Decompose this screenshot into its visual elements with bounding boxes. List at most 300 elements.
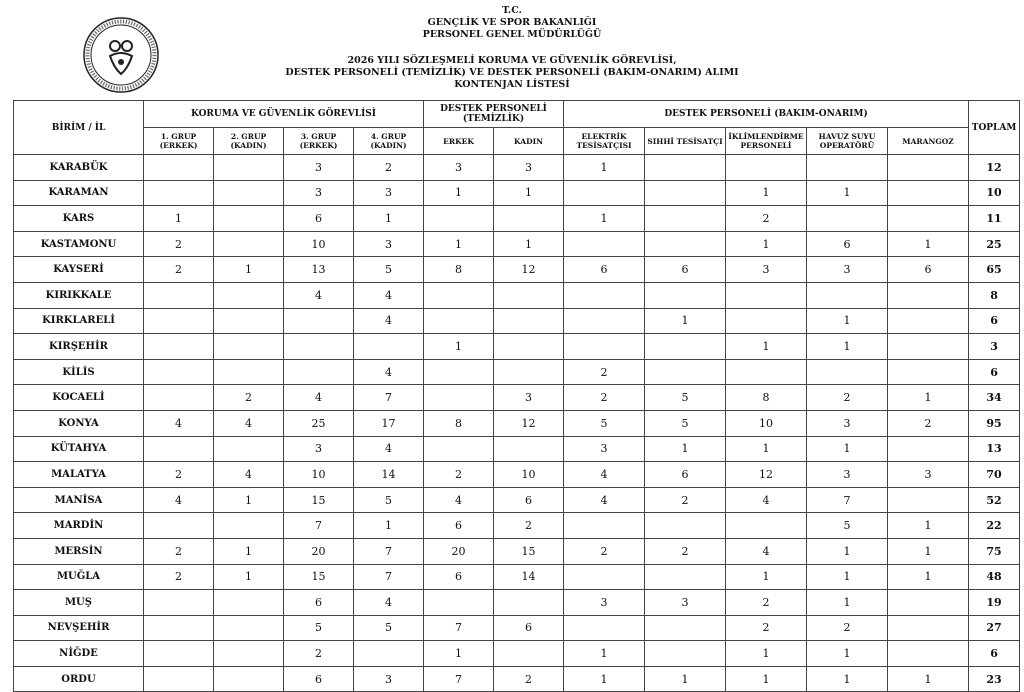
quota-cell: 1 bbox=[726, 231, 807, 257]
quota-cell: 2 bbox=[726, 615, 807, 641]
quota-cell bbox=[214, 436, 284, 462]
quota-cell: 2 bbox=[726, 590, 807, 616]
quota-cell: 2 bbox=[144, 231, 214, 257]
total-cell: 52 bbox=[969, 487, 1020, 513]
quota-cell bbox=[888, 334, 969, 360]
quota-cell: 4 bbox=[284, 385, 354, 411]
quota-cell bbox=[144, 180, 214, 206]
header-line: GENÇLİK VE SPOR BAKANLIĞI bbox=[427, 17, 597, 28]
group-header-temizlik: DESTEK PERSONELİ (TEMİZLİK) bbox=[424, 101, 564, 128]
quota-cell: 1 bbox=[214, 538, 284, 564]
quota-cell: 1 bbox=[214, 257, 284, 283]
quota-cell: 2 bbox=[645, 538, 726, 564]
quota-cell: 4 bbox=[144, 487, 214, 513]
header-line: PERSONEL GENEL MÜDÜRLÜĞÜ bbox=[422, 29, 602, 40]
total-cell: 11 bbox=[969, 206, 1020, 232]
column-header: ELEKTRİK TESİSATÇISI bbox=[564, 128, 645, 155]
table-row bbox=[14, 359, 1020, 385]
table-row bbox=[14, 513, 1020, 539]
quota-cell: 5 bbox=[354, 615, 424, 641]
quota-cell: 2 bbox=[494, 513, 564, 539]
quota-cell: 1 bbox=[807, 538, 888, 564]
province-name: ORDU bbox=[14, 666, 144, 692]
total-cell: 48 bbox=[969, 564, 1020, 590]
quota-cell bbox=[214, 641, 284, 667]
quota-cell: 12 bbox=[494, 257, 564, 283]
province-name: MUĞLA bbox=[14, 564, 144, 590]
quota-cell bbox=[144, 590, 214, 616]
quota-cell: 1 bbox=[888, 231, 969, 257]
quota-cell: 10 bbox=[284, 462, 354, 488]
quota-cell: 5 bbox=[645, 410, 726, 436]
quota-cell: 13 bbox=[284, 257, 354, 283]
quota-cell: 6 bbox=[888, 257, 969, 283]
column-header-birim: BİRİM / İL bbox=[14, 101, 144, 155]
quota-cell bbox=[214, 155, 284, 181]
quota-cell: 3 bbox=[564, 436, 645, 462]
quota-cell bbox=[214, 359, 284, 385]
quota-cell: 4 bbox=[354, 359, 424, 385]
quota-cell bbox=[807, 155, 888, 181]
quota-cell bbox=[888, 206, 969, 232]
quota-cell: 8 bbox=[726, 385, 807, 411]
quota-cell bbox=[284, 308, 354, 334]
table-row bbox=[14, 436, 1020, 462]
quota-cell bbox=[494, 590, 564, 616]
quota-cell bbox=[284, 334, 354, 360]
quota-cell: 1 bbox=[214, 564, 284, 590]
quota-cell bbox=[564, 308, 645, 334]
quota-cell bbox=[214, 513, 284, 539]
quota-cell bbox=[888, 359, 969, 385]
ministry-header bbox=[0, 5, 1024, 41]
quota-cell bbox=[144, 308, 214, 334]
quota-cell: 4 bbox=[144, 410, 214, 436]
quota-cell bbox=[564, 231, 645, 257]
quota-cell bbox=[726, 308, 807, 334]
quota-cell: 2 bbox=[144, 462, 214, 488]
quota-cell: 1 bbox=[494, 180, 564, 206]
quota-cell: 4 bbox=[726, 538, 807, 564]
quota-cell: 6 bbox=[645, 462, 726, 488]
table-row bbox=[14, 666, 1020, 692]
quota-cell: 3 bbox=[494, 385, 564, 411]
quota-cell: 17 bbox=[354, 410, 424, 436]
quota-cell bbox=[645, 231, 726, 257]
quota-cell: 3 bbox=[645, 590, 726, 616]
quota-cell: 15 bbox=[494, 538, 564, 564]
table-row bbox=[14, 615, 1020, 641]
table-row bbox=[14, 206, 1020, 232]
quota-cell: 2 bbox=[564, 359, 645, 385]
quota-cell: 1 bbox=[807, 641, 888, 667]
quota-cell bbox=[888, 487, 969, 513]
quota-cell: 3 bbox=[284, 180, 354, 206]
total-cell: 8 bbox=[969, 282, 1020, 308]
quota-cell: 5 bbox=[807, 513, 888, 539]
table-body bbox=[14, 155, 1020, 692]
quota-cell: 4 bbox=[564, 462, 645, 488]
quota-cell bbox=[726, 359, 807, 385]
quota-cell: 4 bbox=[354, 590, 424, 616]
total-cell: 6 bbox=[969, 359, 1020, 385]
quota-cell: 2 bbox=[144, 564, 214, 590]
table-row bbox=[14, 564, 1020, 590]
quota-cell: 4 bbox=[354, 436, 424, 462]
table-row bbox=[14, 180, 1020, 206]
quota-cell: 6 bbox=[645, 257, 726, 283]
quota-cell: 1 bbox=[564, 206, 645, 232]
quota-cell: 6 bbox=[284, 666, 354, 692]
quota-cell: 2 bbox=[564, 538, 645, 564]
quota-cell: 2 bbox=[807, 615, 888, 641]
quota-cell: 15 bbox=[284, 564, 354, 590]
quota-cell bbox=[424, 282, 494, 308]
quota-cell: 20 bbox=[424, 538, 494, 564]
quota-cell bbox=[888, 641, 969, 667]
quota-cell bbox=[645, 206, 726, 232]
quota-cell: 1 bbox=[354, 513, 424, 539]
quota-cell: 3 bbox=[424, 155, 494, 181]
quota-cell bbox=[144, 334, 214, 360]
column-header: KADIN bbox=[494, 128, 564, 155]
quota-cell bbox=[214, 282, 284, 308]
quota-cell: 4 bbox=[214, 462, 284, 488]
quota-cell: 4 bbox=[564, 487, 645, 513]
quota-cell bbox=[424, 308, 494, 334]
column-header: HAVUZ SUYU OPERATÖRÜ bbox=[807, 128, 888, 155]
quota-cell: 3 bbox=[354, 231, 424, 257]
quota-cell bbox=[888, 436, 969, 462]
quota-cell: 3 bbox=[888, 462, 969, 488]
table-row bbox=[14, 155, 1020, 181]
quota-cell bbox=[726, 155, 807, 181]
quota-cell: 2 bbox=[564, 385, 645, 411]
quota-cell: 12 bbox=[494, 410, 564, 436]
quota-cell bbox=[494, 436, 564, 462]
quota-cell: 4 bbox=[214, 410, 284, 436]
province-name: MALATYA bbox=[14, 462, 144, 488]
province-name: NEVŞEHİR bbox=[14, 615, 144, 641]
quota-cell bbox=[807, 359, 888, 385]
quota-cell: 2 bbox=[284, 641, 354, 667]
quota-cell: 1 bbox=[424, 180, 494, 206]
total-cell: 22 bbox=[969, 513, 1020, 539]
quota-cell: 3 bbox=[807, 257, 888, 283]
quota-cell bbox=[214, 666, 284, 692]
province-name: KİLİS bbox=[14, 359, 144, 385]
quota-cell: 2 bbox=[144, 257, 214, 283]
quota-cell bbox=[214, 615, 284, 641]
total-cell: 19 bbox=[969, 590, 1020, 616]
title-line: 2026 YILI SÖZLEŞMELİ KORUMA VE GÜVENLİK GÖREVLİSİ, bbox=[347, 55, 677, 66]
quota-cell bbox=[214, 231, 284, 257]
column-header-toplam: TOPLAM bbox=[969, 101, 1020, 155]
quota-cell: 3 bbox=[494, 155, 564, 181]
column-header: 1. GRUP (ERKEK) bbox=[144, 128, 214, 155]
quota-cell: 1 bbox=[564, 641, 645, 667]
total-cell: 25 bbox=[969, 231, 1020, 257]
quota-cell bbox=[214, 590, 284, 616]
quota-cell: 6 bbox=[494, 615, 564, 641]
quota-cell: 20 bbox=[284, 538, 354, 564]
quota-cell: 1 bbox=[807, 180, 888, 206]
quota-cell bbox=[888, 308, 969, 334]
table-row bbox=[14, 410, 1020, 436]
province-name: MUŞ bbox=[14, 590, 144, 616]
quota-cell: 7 bbox=[424, 615, 494, 641]
quota-cell bbox=[214, 180, 284, 206]
quota-cell: 1 bbox=[645, 666, 726, 692]
province-name: KARAMAN bbox=[14, 180, 144, 206]
quota-cell: 7 bbox=[354, 538, 424, 564]
quota-cell bbox=[645, 359, 726, 385]
quota-cell bbox=[807, 282, 888, 308]
quota-cell: 1 bbox=[564, 666, 645, 692]
quota-cell bbox=[354, 334, 424, 360]
column-header: İKLİMLENDİRME PERSONELİ bbox=[726, 128, 807, 155]
quota-cell bbox=[424, 359, 494, 385]
quota-cell bbox=[494, 206, 564, 232]
quota-cell: 1 bbox=[888, 513, 969, 539]
quota-cell: 2 bbox=[144, 538, 214, 564]
quota-cell: 4 bbox=[726, 487, 807, 513]
quota-cell: 1 bbox=[144, 206, 214, 232]
province-name: MARDİN bbox=[14, 513, 144, 539]
quota-cell: 1 bbox=[424, 334, 494, 360]
title-line: DESTEK PERSONELİ (TEMİZLİK) VE DESTEK PERSONELİ (BAKIM-ONARIM) ALIMI bbox=[285, 67, 739, 78]
quota-cell bbox=[888, 180, 969, 206]
total-cell: 95 bbox=[969, 410, 1020, 436]
province-name: KÜTAHYA bbox=[14, 436, 144, 462]
table-row bbox=[14, 282, 1020, 308]
quota-cell bbox=[645, 180, 726, 206]
quota-cell bbox=[726, 282, 807, 308]
quota-cell bbox=[424, 590, 494, 616]
quota-cell: 15 bbox=[284, 487, 354, 513]
quota-cell: 4 bbox=[354, 308, 424, 334]
quota-cell bbox=[494, 359, 564, 385]
quota-cell: 1 bbox=[888, 564, 969, 590]
column-header: 3. GRUP (ERKEK) bbox=[284, 128, 354, 155]
quota-cell: 1 bbox=[888, 385, 969, 411]
quota-cell bbox=[645, 155, 726, 181]
quota-cell: 3 bbox=[564, 590, 645, 616]
quota-cell bbox=[645, 513, 726, 539]
table-row bbox=[14, 334, 1020, 360]
quota-cell: 2 bbox=[645, 487, 726, 513]
quota-cell: 4 bbox=[424, 487, 494, 513]
quota-cell: 2 bbox=[888, 410, 969, 436]
column-header: 2. GRUP (KADIN) bbox=[214, 128, 284, 155]
quota-cell: 2 bbox=[424, 462, 494, 488]
quota-cell: 1 bbox=[807, 436, 888, 462]
quota-cell: 7 bbox=[424, 666, 494, 692]
quota-cell: 14 bbox=[494, 564, 564, 590]
province-name: KIRIKKALE bbox=[14, 282, 144, 308]
total-cell: 23 bbox=[969, 666, 1020, 692]
quota-cell bbox=[214, 334, 284, 360]
quota-cell: 1 bbox=[645, 308, 726, 334]
total-cell: 65 bbox=[969, 257, 1020, 283]
quota-cell bbox=[564, 180, 645, 206]
quota-cell: 5 bbox=[645, 385, 726, 411]
quota-cell: 2 bbox=[807, 385, 888, 411]
quota-cell bbox=[214, 308, 284, 334]
quota-cell: 3 bbox=[807, 410, 888, 436]
quota-cell bbox=[807, 206, 888, 232]
quota-cell: 1 bbox=[354, 206, 424, 232]
total-cell: 27 bbox=[969, 615, 1020, 641]
quota-cell bbox=[144, 641, 214, 667]
quota-cell: 1 bbox=[726, 666, 807, 692]
quota-cell: 25 bbox=[284, 410, 354, 436]
quota-cell bbox=[494, 308, 564, 334]
quota-cell: 4 bbox=[354, 282, 424, 308]
quota-cell: 1 bbox=[726, 436, 807, 462]
total-cell: 70 bbox=[969, 462, 1020, 488]
quota-cell: 1 bbox=[726, 180, 807, 206]
quota-cell: 6 bbox=[564, 257, 645, 283]
quota-cell: 1 bbox=[214, 487, 284, 513]
quota-cell: 1 bbox=[807, 564, 888, 590]
quota-cell: 1 bbox=[645, 436, 726, 462]
quota-cell bbox=[144, 615, 214, 641]
total-cell: 6 bbox=[969, 641, 1020, 667]
quota-cell: 1 bbox=[888, 666, 969, 692]
quota-cell: 7 bbox=[807, 487, 888, 513]
quota-cell: 5 bbox=[284, 615, 354, 641]
table-row bbox=[14, 308, 1020, 334]
province-name: MERSİN bbox=[14, 538, 144, 564]
quota-cell bbox=[888, 615, 969, 641]
quota-cell: 5 bbox=[354, 487, 424, 513]
province-name: KARABÜK bbox=[14, 155, 144, 181]
quota-cell: 2 bbox=[214, 385, 284, 411]
quota-cell: 3 bbox=[354, 180, 424, 206]
quota-cell: 3 bbox=[284, 436, 354, 462]
quota-cell bbox=[564, 513, 645, 539]
quota-cell bbox=[645, 564, 726, 590]
quota-cell: 1 bbox=[726, 564, 807, 590]
province-name: KAYSERİ bbox=[14, 257, 144, 283]
province-name: KIRŞEHİR bbox=[14, 334, 144, 360]
quota-cell: 3 bbox=[807, 462, 888, 488]
quota-cell bbox=[645, 334, 726, 360]
quota-cell bbox=[888, 590, 969, 616]
total-cell: 34 bbox=[969, 385, 1020, 411]
total-cell: 12 bbox=[969, 155, 1020, 181]
quota-cell: 1 bbox=[726, 334, 807, 360]
table-row bbox=[14, 385, 1020, 411]
quota-cell bbox=[144, 385, 214, 411]
quota-cell: 3 bbox=[726, 257, 807, 283]
quota-cell: 1 bbox=[807, 590, 888, 616]
quota-cell bbox=[564, 615, 645, 641]
quota-cell: 10 bbox=[284, 231, 354, 257]
quota-cell: 12 bbox=[726, 462, 807, 488]
quota-cell: 8 bbox=[424, 257, 494, 283]
province-name: NİĞDE bbox=[14, 641, 144, 667]
quota-cell: 5 bbox=[564, 410, 645, 436]
quota-cell: 6 bbox=[284, 206, 354, 232]
quota-cell bbox=[144, 513, 214, 539]
quota-cell bbox=[144, 282, 214, 308]
quota-cell: 7 bbox=[284, 513, 354, 539]
province-name: KARS bbox=[14, 206, 144, 232]
quota-cell: 10 bbox=[726, 410, 807, 436]
quota-cell bbox=[354, 641, 424, 667]
header-line: T.C. bbox=[502, 5, 522, 16]
quota-table bbox=[13, 100, 1020, 692]
quota-cell bbox=[214, 206, 284, 232]
quota-cell: 8 bbox=[424, 410, 494, 436]
quota-cell: 1 bbox=[888, 538, 969, 564]
quota-cell bbox=[424, 206, 494, 232]
quota-cell bbox=[144, 436, 214, 462]
column-header: ERKEK bbox=[424, 128, 494, 155]
quota-cell bbox=[144, 666, 214, 692]
quota-cell: 1 bbox=[564, 155, 645, 181]
quota-cell: 2 bbox=[494, 666, 564, 692]
quota-cell: 1 bbox=[424, 641, 494, 667]
quota-cell: 7 bbox=[354, 564, 424, 590]
quota-cell: 6 bbox=[494, 487, 564, 513]
quota-cell: 3 bbox=[284, 155, 354, 181]
quota-cell: 2 bbox=[354, 155, 424, 181]
quota-cell bbox=[564, 564, 645, 590]
quota-cell bbox=[645, 641, 726, 667]
quota-cell: 14 bbox=[354, 462, 424, 488]
quota-cell bbox=[494, 334, 564, 360]
province-name: KIRKLARELİ bbox=[14, 308, 144, 334]
table-row bbox=[14, 462, 1020, 488]
table-row bbox=[14, 487, 1020, 513]
quota-cell: 1 bbox=[424, 231, 494, 257]
total-cell: 13 bbox=[969, 436, 1020, 462]
quota-cell bbox=[645, 615, 726, 641]
quota-cell bbox=[144, 155, 214, 181]
title-line: KONTENJAN LİSTESİ bbox=[454, 79, 570, 90]
total-cell: 6 bbox=[969, 308, 1020, 334]
quota-cell: 7 bbox=[354, 385, 424, 411]
quota-cell: 6 bbox=[807, 231, 888, 257]
table-row bbox=[14, 257, 1020, 283]
quota-cell bbox=[564, 282, 645, 308]
sub-header-row bbox=[14, 128, 1020, 155]
group-header-koruma: KORUMA VE GÜVENLİK GÖREVLİSİ bbox=[144, 101, 424, 128]
quota-cell bbox=[284, 359, 354, 385]
group-header-bakim: DESTEK PERSONELİ (BAKIM-ONARIM) bbox=[564, 101, 969, 128]
document-title bbox=[0, 55, 1024, 91]
province-name: KASTAMONU bbox=[14, 231, 144, 257]
column-header: MARANGOZ bbox=[888, 128, 969, 155]
quota-cell: 10 bbox=[494, 462, 564, 488]
quota-cell: 6 bbox=[424, 513, 494, 539]
quota-cell: 1 bbox=[807, 308, 888, 334]
total-cell: 10 bbox=[969, 180, 1020, 206]
quota-cell bbox=[494, 282, 564, 308]
quota-cell: 1 bbox=[807, 666, 888, 692]
province-name: KONYA bbox=[14, 410, 144, 436]
quota-cell bbox=[424, 436, 494, 462]
quota-cell: 4 bbox=[284, 282, 354, 308]
quota-cell bbox=[424, 385, 494, 411]
quota-cell: 1 bbox=[726, 641, 807, 667]
quota-cell bbox=[726, 513, 807, 539]
quota-cell: 3 bbox=[354, 666, 424, 692]
column-header: 4. GRUP (KADIN) bbox=[354, 128, 424, 155]
